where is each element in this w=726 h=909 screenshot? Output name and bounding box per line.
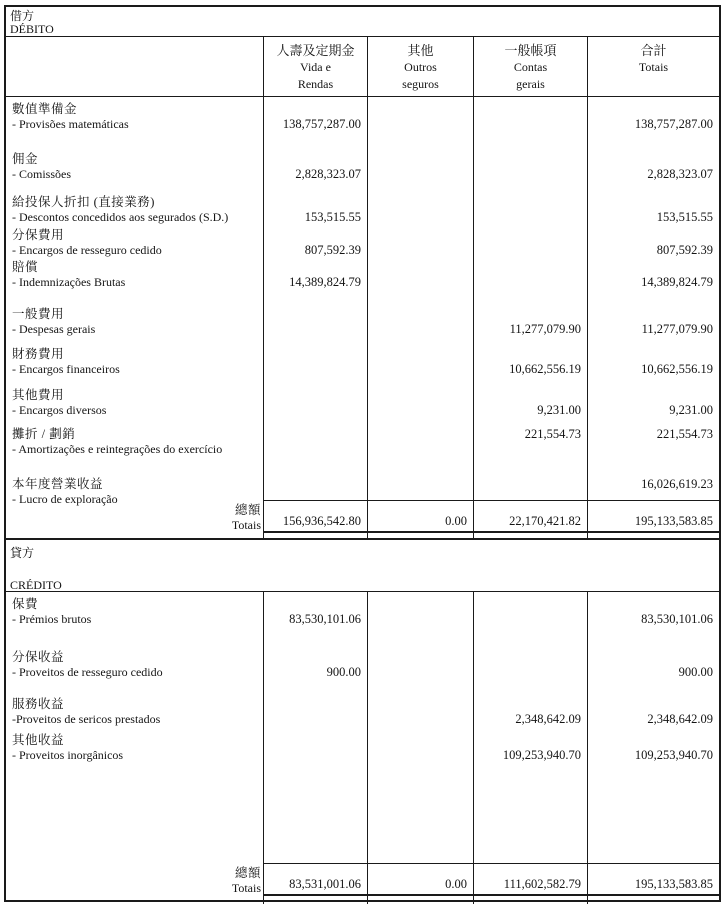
amount-cell [587, 692, 719, 728]
debit-total-outros-seguros: 0.00 [367, 500, 473, 533]
amount-cell [263, 592, 367, 645]
amount-cell [473, 728, 587, 770]
amount-cell [473, 422, 587, 472]
table-row [6, 190, 719, 223]
column-header-contas-gerais: 一般帳項 Contas gerais [473, 37, 587, 96]
row-label [6, 302, 263, 342]
row-label-chinese: 賠償 [12, 260, 39, 274]
column-header-outros-seguros: 其他 Outros seguros [367, 37, 473, 96]
amount-cell [263, 383, 367, 422]
amount-value: 2,348,642.09 [515, 712, 581, 726]
table-row [6, 728, 719, 770]
amount-cell [473, 342, 587, 383]
amount-cell [587, 302, 719, 342]
row-label-portuguese: - Lucro de exploração [12, 492, 118, 506]
amount-cell [473, 223, 587, 258]
amount-value: 11,277,079.90 [509, 322, 581, 336]
amount-value: 138,757,287.00 [282, 117, 361, 131]
amount-cell [473, 302, 587, 342]
amount-value: 14,389,824.79 [289, 275, 361, 289]
table-row [6, 645, 719, 692]
row-label-portuguese: - Amortizações e reintegrações do exercício [12, 442, 223, 456]
amount-cell [367, 422, 473, 472]
amount-value: 153,515.55 [656, 210, 713, 224]
amount-value: 10,662,556.19 [641, 362, 713, 376]
amount-cell [587, 97, 719, 147]
amount-cell [263, 190, 367, 225]
amount-value: 109,253,940.70 [502, 748, 581, 762]
amount-cell [263, 223, 367, 258]
amount-value: 16,026,619.23 [641, 477, 713, 491]
row-label [6, 190, 263, 225]
row-label-portuguese: - Encargos de resseguro cedido [12, 243, 162, 257]
row-label-portuguese: - Comissões [12, 167, 72, 181]
amount-cell [587, 592, 719, 645]
amount-cell [473, 190, 587, 225]
amount-cell [587, 223, 719, 258]
column-header-row [6, 37, 719, 97]
row-label-chinese: 佣金 [12, 152, 39, 166]
table-row [6, 422, 719, 472]
amount-cell [263, 472, 367, 507]
credit-totals-row [6, 863, 719, 896]
amount-value: 221,554.73 [656, 427, 713, 441]
row-label-header-cell [6, 37, 263, 96]
amount-cell [587, 147, 719, 190]
debit-total-contas-gerais: 22,170,421.82 [473, 500, 587, 533]
row-label-portuguese: - Encargos diversos [12, 403, 107, 417]
row-label-chinese: 其他費用 [12, 388, 65, 402]
debit-total-vida-rendas: 156,936,542.80 [263, 500, 367, 533]
row-label-chinese: 分保收益 [12, 650, 65, 664]
amount-value: 109,253,940.70 [634, 748, 713, 762]
row-label-portuguese: - Provisões matemáticas [12, 117, 129, 131]
row-label-chinese: 分保費用 [12, 228, 65, 242]
row-label-chinese: 攤折 / 劃銷 [12, 427, 76, 441]
amount-cell [263, 255, 367, 302]
row-label-portuguese: - Proveitos inorgânicos [12, 748, 124, 762]
row-label-portuguese: -Proveitos de sericos prestados [12, 712, 161, 726]
amount-value: 83,530,101.06 [289, 612, 361, 626]
row-label-chinese: 服務收益 [12, 697, 65, 711]
credit-rows [6, 592, 719, 770]
statement-table-frame [4, 5, 721, 902]
amount-value: 83,530,101.06 [641, 612, 713, 626]
amount-cell [587, 255, 719, 302]
row-label-chinese: 本年度營業收益 [12, 477, 104, 491]
row-label-chinese: 財務費用 [12, 347, 65, 361]
amount-cell [263, 728, 367, 770]
row-label [6, 223, 263, 258]
column-header-vida-rendas: 人壽及定期金 Vida e Rendas [263, 37, 367, 96]
amount-cell [263, 302, 367, 342]
amount-cell [263, 342, 367, 383]
row-label-chinese: 數值準備金 [12, 102, 78, 116]
amount-cell [473, 255, 587, 302]
debit-section-bottom-rule [6, 533, 719, 540]
amount-cell [473, 383, 587, 422]
amount-cell [473, 692, 587, 728]
amount-value: 2,348,642.09 [647, 712, 713, 726]
amount-cell [367, 147, 473, 190]
amount-cell [367, 383, 473, 422]
table-row [6, 147, 719, 190]
amount-cell [367, 342, 473, 383]
amount-value: 9,231.00 [669, 403, 713, 417]
amount-cell [263, 147, 367, 190]
amount-cell [473, 472, 587, 507]
row-label [6, 255, 263, 302]
amount-cell [473, 97, 587, 147]
credit-total-vida-rendas: 83,531,001.06 [263, 863, 367, 896]
row-label-chinese: 給投保人折扣 (直接業務) [12, 195, 155, 209]
row-label [6, 342, 263, 383]
amount-value: 138,757,287.00 [634, 117, 713, 131]
credit-empty-space [6, 770, 719, 863]
credit-total-outros-seguros: 0.00 [367, 863, 473, 896]
amount-value: 900.00 [326, 665, 361, 679]
table-row [6, 302, 719, 342]
amount-cell [367, 223, 473, 258]
amount-cell [367, 728, 473, 770]
amount-cell [587, 422, 719, 472]
amount-cell [367, 472, 473, 507]
row-label [6, 692, 263, 728]
amount-cell [263, 422, 367, 472]
amount-value: 221,554.73 [524, 427, 581, 441]
amount-cell [367, 97, 473, 147]
debit-rows [6, 97, 719, 506]
row-label [6, 645, 263, 692]
debit-totals-label: 總額 Totais [231, 503, 261, 532]
amount-value: 153,515.55 [304, 210, 361, 224]
amount-cell [367, 255, 473, 302]
row-label [6, 592, 263, 645]
row-label-portuguese: - Encargos financeiros [12, 362, 120, 376]
row-label-chinese: 其他收益 [12, 733, 65, 747]
row-label [6, 728, 263, 770]
amount-cell [367, 190, 473, 225]
credit-totals-label: 總額 Totais [231, 866, 261, 895]
table-row [6, 472, 719, 506]
amount-value: 14,389,824.79 [641, 275, 713, 289]
amount-cell [263, 97, 367, 147]
table-row [6, 592, 719, 645]
amount-cell [587, 472, 719, 507]
amount-cell [367, 645, 473, 692]
debit-total-geral: 195,133,583.85 [587, 500, 719, 533]
row-label [6, 422, 263, 472]
table-row [6, 383, 719, 422]
row-label-portuguese: - Despesas gerais [12, 322, 96, 336]
debit-title-chinese: 借方 [10, 9, 35, 23]
amount-cell [587, 645, 719, 692]
amount-cell [367, 592, 473, 645]
table-row [6, 342, 719, 383]
amount-cell [263, 645, 367, 692]
amount-cell [587, 383, 719, 422]
amount-cell [473, 592, 587, 645]
amount-value: 9,231.00 [537, 403, 581, 417]
amount-value: 10,662,556.19 [509, 362, 581, 376]
amount-cell [367, 302, 473, 342]
table-row [6, 692, 719, 728]
amount-cell [263, 692, 367, 728]
credit-section-bottom-rule [6, 896, 719, 904]
amount-cell [473, 645, 587, 692]
row-label-portuguese: - Indemnizações Brutas [12, 275, 126, 289]
amount-value: 900.00 [678, 665, 713, 679]
credit-total-geral: 195,133,583.85 [587, 863, 719, 896]
credit-title-chinese: 貸方 [10, 546, 35, 560]
row-label [6, 383, 263, 422]
amount-cell [587, 190, 719, 225]
amount-value: 11,277,079.90 [641, 322, 713, 336]
credit-section-title [6, 540, 719, 592]
amount-cell [587, 342, 719, 383]
debit-title-portuguese: DÉBITO [10, 22, 54, 36]
row-label-portuguese: - Proveitos de resseguro cedido [12, 665, 163, 679]
table-row [6, 97, 719, 147]
table-row [6, 223, 719, 255]
debit-section-title [6, 7, 719, 37]
amount-cell [367, 692, 473, 728]
credit-title-portuguese: CRÉDITO [10, 578, 62, 592]
row-label-chinese: 保費 [12, 597, 39, 611]
row-label-portuguese: - Prémios brutos [12, 612, 92, 626]
row-label [6, 147, 263, 190]
credit-total-contas-gerais: 111,602,582.79 [473, 863, 587, 896]
row-label-portuguese: - Descontos concedidos aos segurados (S.D.) [12, 210, 229, 224]
row-label [6, 97, 263, 147]
amount-cell [587, 728, 719, 770]
amount-value: 2,828,323.07 [647, 167, 713, 181]
table-row [6, 255, 719, 302]
amount-value: 2,828,323.07 [295, 167, 361, 181]
amount-value: 807,592.39 [304, 243, 361, 257]
column-header-totais: 合計 Totais [587, 37, 719, 96]
amount-value: 807,592.39 [656, 243, 713, 257]
amount-cell [473, 147, 587, 190]
row-label-chinese: 一般費用 [12, 307, 65, 321]
